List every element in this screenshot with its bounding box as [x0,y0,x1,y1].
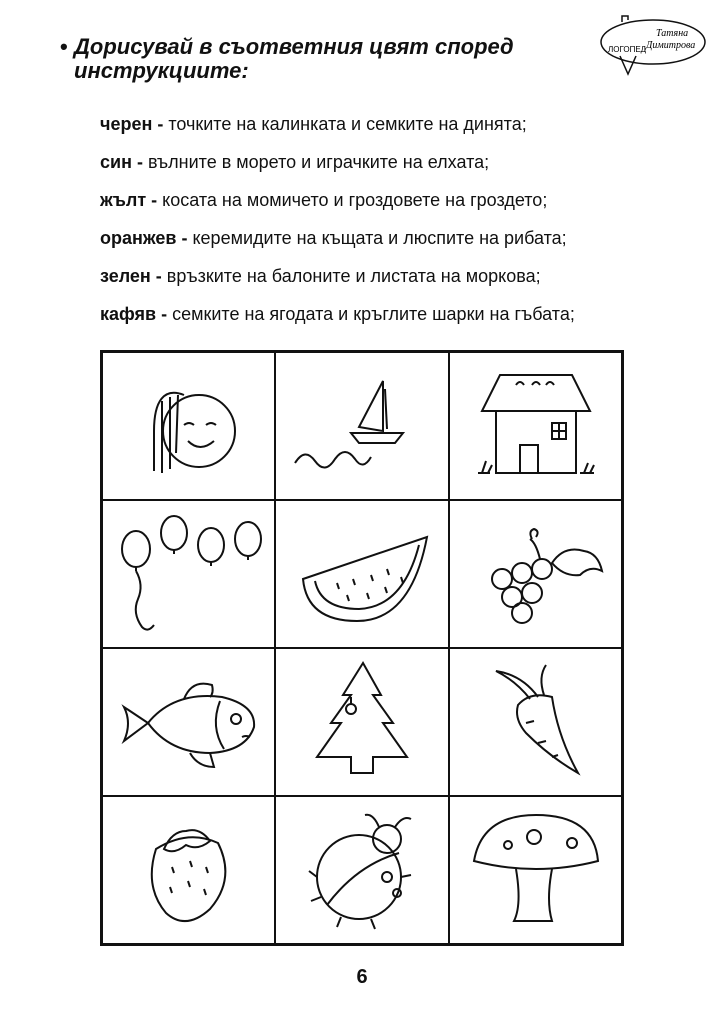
cell-watermelon [275,500,448,648]
logo-text-3: Димитрова [646,40,696,51]
mushroom-drawing [460,805,610,935]
instruction-text: връзките на балоните и листата на моркова; [161,266,541,286]
color-label: син - [100,152,143,172]
instruction-text: керемидите на къщата и люспите на рибата; [187,228,567,248]
fish-drawing [114,657,264,787]
sailboat-drawing [287,361,437,491]
cell-ladybug [275,796,448,944]
cell-mushroom [449,796,622,944]
girl-drawing [114,361,264,491]
logo-text-2: Татяна [656,28,689,39]
title-line-2: инструкциите: [74,58,249,83]
instruction-orange [100,226,700,264]
strawberry-drawing [114,805,264,935]
cell-girl [102,352,275,500]
instructions-list [100,112,700,340]
instruction-blue [100,150,700,188]
instruction-text: семките на ягодата и кръглите шарки на гъбата; [167,304,575,324]
logo [598,14,708,84]
color-label: оранжев - [100,228,188,248]
carrot-drawing [460,657,610,787]
cell-balloons [102,500,275,648]
instruction-black [100,112,700,150]
color-label: жълт - [100,190,158,210]
page-number: 6 [356,966,368,988]
instruction-green [100,264,700,302]
balloons-drawing [114,509,264,639]
cell-christmas-tree [275,648,448,796]
instruction-text: точките на калинката и семките на динята; [163,114,527,134]
cell-fish [102,648,275,796]
cell-sailboat [275,352,448,500]
instruction-brown [100,302,700,340]
logo-text-1: ЛОГОПЕД [608,45,647,54]
christmas-tree-drawing [287,657,437,787]
ladybug-drawing [287,805,437,935]
picture-grid [100,350,624,946]
color-label: черен - [100,114,164,134]
watermelon-drawing [287,509,437,639]
cell-house [449,352,622,500]
instruction-text: вълните в морето и играчките на елхата; [142,152,490,172]
color-label: зелен - [100,266,162,286]
instruction-text: косата на момичето и гроздовете на гроздето; [157,190,548,210]
house-drawing [460,361,610,491]
cell-strawberry [102,796,275,944]
cell-grapes [449,500,622,648]
bullet: • [60,34,68,59]
instruction-yellow [100,188,700,226]
color-label: кафяв - [100,304,168,324]
cell-carrot [449,648,622,796]
grapes-drawing [460,509,610,639]
title-line-1: Дорисувай в съответния цвят според [74,34,514,59]
